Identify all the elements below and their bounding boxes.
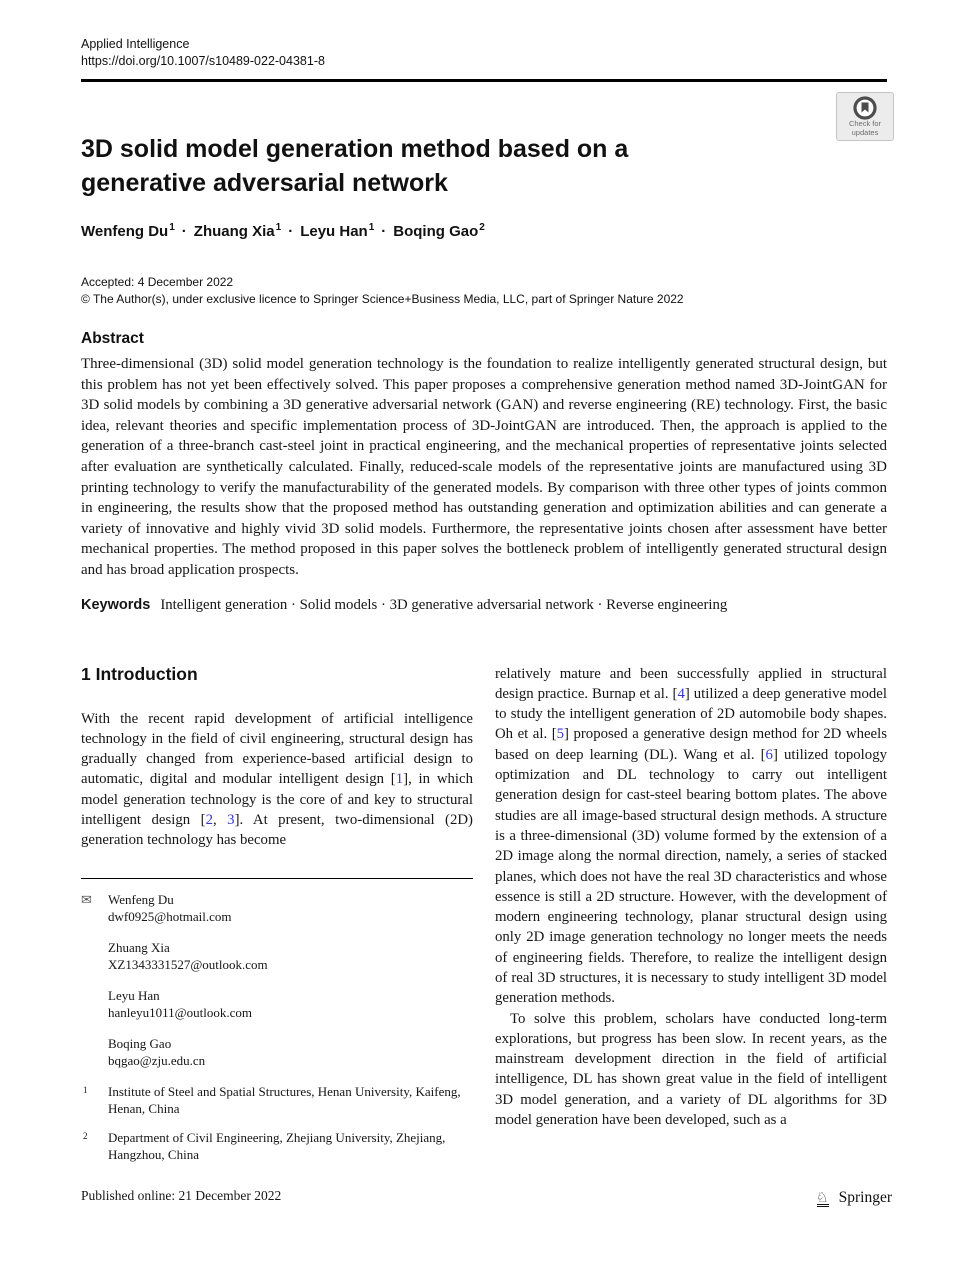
two-column-body — [81, 664, 887, 1164]
citation-link[interactable]: 2 — [205, 812, 213, 829]
author-separator: · — [181, 223, 187, 240]
contact-name: Wenfeng Du — [108, 891, 174, 907]
citation-link[interactable]: 5 — [556, 726, 565, 743]
author-separator: · — [381, 223, 387, 240]
accepted-date: Accepted: 4 December 2022 — [81, 275, 234, 289]
copyright-line: © The Author(s), under exclusive licence to Springer Science+Business Media, LLC, part of Springer Nature 2022 — [81, 292, 684, 306]
springer-wordmark: Springer — [838, 1189, 892, 1206]
abstract-section — [81, 330, 887, 581]
affiliation-list — [81, 1083, 473, 1164]
intro-paragraph-right-1: relatively mature and been successfully applied in structural design practice. Burnap et al. [4] utilized a deep generative model to study the intelligent generation of 2D automobile body shapes. Oh et al. [5] proposed a generative design method for 2D wheels based on deep learning (DL). Wang et al. [6] utilized topology optimization and DL technology to carry out intelligent generation design for cast-steel bearing bottom plates. The above studies are all image-based structural design methods. A structure is a three-dimensional (3D) volume formed by the extension of a 2D image along the normal direction, namely, a series of stacked planes, which does not have the real 3D characteristics and whose essence is still a 2D structure. However, with the development of modern engineering technology, planar structural design using only 2D image generation technology no longer meets the needs of engineering fields. Therefore, to realize the intelligent design of real 3D structures, it is necessary to study intelligent 3D model generation methods. — [495, 665, 887, 1007]
header-rule — [81, 79, 887, 82]
check-for-updates-badge[interactable] — [836, 92, 894, 141]
doi-link[interactable]: https://doi.org/10.1007/s10489-022-04381-8 — [81, 54, 325, 68]
contact-name: Leyu Han — [108, 987, 160, 1003]
affiliation-entry: 1 Institute of Steel and Spatial Structures, Henan University, Kaifeng, Henan, China — [83, 1083, 461, 1117]
footnote-block — [81, 878, 473, 1164]
journal-name: Applied Intelligence — [81, 37, 190, 51]
springer-logo — [815, 1188, 892, 1208]
left-column — [81, 664, 473, 1164]
check-for-updates-label: Check for updates — [848, 119, 882, 137]
contact-list — [81, 891, 473, 1070]
citation-link[interactable]: 6 — [765, 746, 773, 763]
contact-name: Zhuang Xia — [108, 939, 170, 955]
section-heading-introduction: 1 Introduction — [81, 663, 198, 684]
author-name: Leyu Han$^1$ — [300, 222, 375, 240]
svg-text:♘: ♘ — [815, 1191, 829, 1206]
contact-name: Boqing Gao — [108, 1035, 172, 1051]
article-meta — [81, 274, 887, 308]
springer-knight-icon — [815, 1188, 833, 1208]
intro-paragraph-right-2: To solve this problem, scholars have conducted long-term explorations, but progress has been slow. In recent years, as the mainstream development direction in the field of artificial intelligence, DL has shown great value in the field of intelligent 3D model generation, and a variety of DL algorithms for 3D model generation have been developed, such as a — [495, 1010, 887, 1129]
contact-entry — [81, 987, 473, 1022]
contact-entry — [81, 1035, 473, 1070]
contact-email[interactable]: XZ1343331527@outlook.com — [108, 957, 268, 973]
envelope-icon: ✉ — [81, 891, 92, 907]
author-list — [81, 222, 887, 240]
article-title: 3D solid model generation method based on a generative adversarial network — [81, 135, 629, 197]
contact-entry — [81, 939, 473, 974]
page-header — [81, 36, 887, 82]
keywords-text: Intelligent generation · Solid models · 3D generative adversarial network · Reverse engineering — [160, 596, 728, 613]
contact-email[interactable]: dwf0925@hotmail.com — [108, 909, 232, 925]
author-separator: · — [288, 223, 294, 240]
right-column — [495, 664, 887, 1164]
contact-entry — [81, 891, 473, 926]
published-online: Published online: 21 December 2022 — [81, 1188, 282, 1203]
author-name: Wenfeng Du$^1$ — [81, 222, 175, 240]
abstract-text: Three-dimensional (3D) solid model generation technology is the foundation to realize intelligently generated structural design, but this problem has not yet been effectively solved. This paper proposes a comprehensive generation method named 3D-JointGAN for 3D solid models by combining a 3D generative adversarial network (GAN) and reverse engineering (RE) technology. First, the basic idea, relevant theories and specific implementation process of 3D-JointGAN are introduced. Then, the approach is applied to the generation of a three-branch cast-steel joint in practical engineering, and the mechanical properties of representative joints selected after evaluation are synthetically calculated. Finally, reduced-scale models of the representative joints are manufactured using 3D printing technology to verify the manufacturability of the generated models. By comparison with three other types of joints common in engineering, the results show that the proposed method has outstanding generation and optimization abilities and can generate a variety of innovative and highly vivid 3D solid models. Furthermore, the representative joints chosen after assessment have better mechanical properties. The method proposed in this paper solves the bottleneck problem of intelligently generated structural design and has broad application prospects. — [81, 356, 887, 578]
affiliation-entry: 2 Department of Civil Engineering, Zhejiang University, Zhejiang, Hangzhou, China — [83, 1129, 446, 1163]
bookmark-circle-icon — [853, 96, 877, 120]
citation-link[interactable]: 1 — [395, 771, 404, 788]
citation-link[interactable]: 3 — [227, 812, 235, 829]
page-footer — [81, 1188, 892, 1208]
author-name: Boqing Gao$^2$ — [393, 222, 485, 240]
contact-email[interactable]: hanleyu1011@outlook.com — [108, 1005, 252, 1021]
contact-email[interactable]: bqgao@zju.edu.cn — [108, 1053, 206, 1069]
footnote-rule — [81, 878, 473, 879]
keywords-label: Keywords — [81, 596, 151, 613]
intro-paragraph-left: With the recent rapid development of artificial intelligence technology in the field of civil engineering, structural design has gradually changed from experience-based artificial design to automatic, digital and modular intelligent design [1], in which model generation technology is the core of and key to structural intelligent design [2, 3]. At present, two-dimensional (2D) generation technology has become — [81, 710, 473, 849]
citation-link[interactable]: 4 — [677, 685, 685, 702]
abstract-heading: Abstract — [81, 330, 144, 347]
keywords-line — [81, 597, 887, 614]
author-name: Zhuang Xia$^1$ — [193, 222, 282, 240]
